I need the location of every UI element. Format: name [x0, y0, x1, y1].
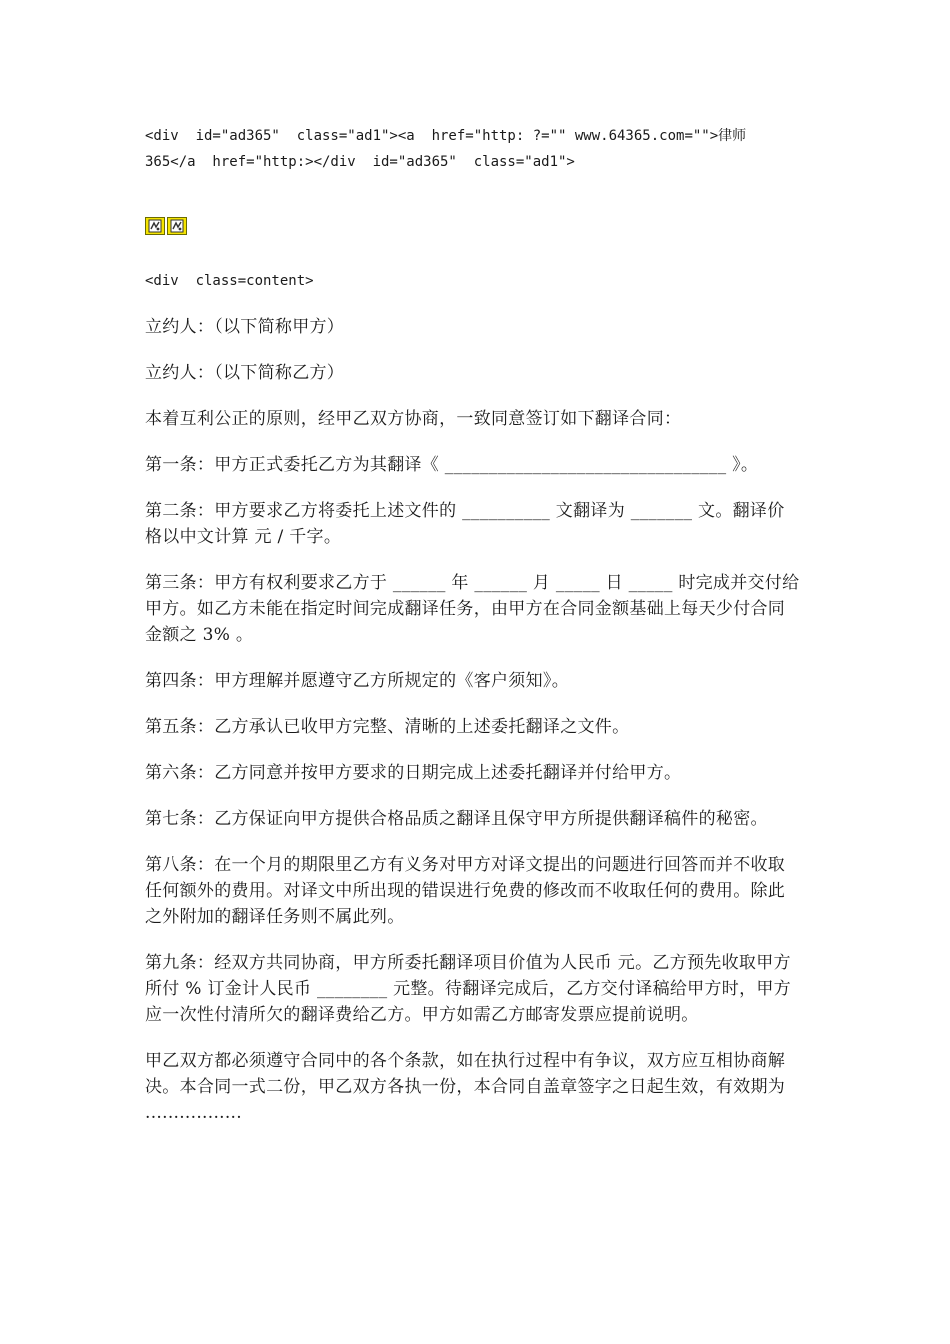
article-9: 第九条：经双方共同协商，甲方所委托翻译项目价值为人民币 元。乙方预先收取甲方所付 % 订金计人民币 ________ 元整。待翻译完成后，乙方交付译稿给甲方时，甲方应一次性付清所欠的翻译费给乙方。甲方如需乙方邮寄发票应提前说明。 — [145, 953, 791, 1025]
preamble: 本着互利公正的原则，经甲乙双方协商，一致同意签订如下翻译合同： — [145, 409, 682, 429]
article-4: 第四条：甲方理解并愿遵守乙方所规定的《客户须知》。 — [145, 671, 569, 691]
broken-image-icon — [145, 217, 165, 235]
raw-html-code-block — [145, 123, 746, 175]
contract-body — [145, 314, 800, 1146]
article-6: 第六条：乙方同意并按甲方要求的日期完成上述委托翻译并付给甲方。 — [145, 763, 682, 783]
article-7: 第七条：乙方保证向甲方提供合格品质之翻译且保守甲方所提供翻译稿件的秘密。 — [145, 809, 768, 829]
closing-clause: 甲乙双方都必须遵守合同中的各个条款，如在执行过程中有争议，双方应互相协商解决。本合同一式二份，甲乙双方各执一份，本合同自盖章签字之日起生效，有效期为 ................. — [145, 1051, 786, 1123]
code-line-div-content: <div class=content> — [145, 273, 314, 289]
article-5: 第五条：乙方承认已收甲方完整、清晰的上述委托翻译之文件。 — [145, 717, 630, 737]
article-3: 第三条：甲方有权利要求乙方于 ______ 年 ______ 月 _____ 日 _____ 时完成并交付给甲方。如乙方未能在指定时间完成翻译任务，由甲方在合同金额基础上每天少付合同金额之 3% 。 — [145, 573, 800, 645]
broken-image-icon — [167, 217, 187, 235]
article-1: 第一条：甲方正式委托乙方为其翻译《 ________________________________ 》。 — [145, 455, 759, 475]
article-8: 第八条：在一个月的期限里乙方有义务对甲方对译文提出的问题进行回答而并不收取任何额外的费用。对译文中所出现的错误进行免费的修改而不收取任何的费用。除此之外附加的翻译任务则不属此列。 — [145, 855, 786, 927]
party-b-line: 立约人：（以下简称乙方） — [145, 363, 345, 383]
party-a-line: 立约人：（以下简称甲方） — [145, 317, 345, 337]
code-line-ad-div-close: 365</a href="http:></div id="ad365" class="ad1"> — [145, 154, 575, 170]
code-line-ad-div: <div id="ad365" class="ad1"><a href="http: ?="" www.64365.com="">律师 — [145, 128, 747, 144]
article-2: 第二条：甲方要求乙方将委托上述文件的 __________ 文翻译为 _______ 文。翻译价格以中文计算 元 / 千字。 — [145, 501, 785, 547]
broken-image-row — [145, 217, 187, 235]
